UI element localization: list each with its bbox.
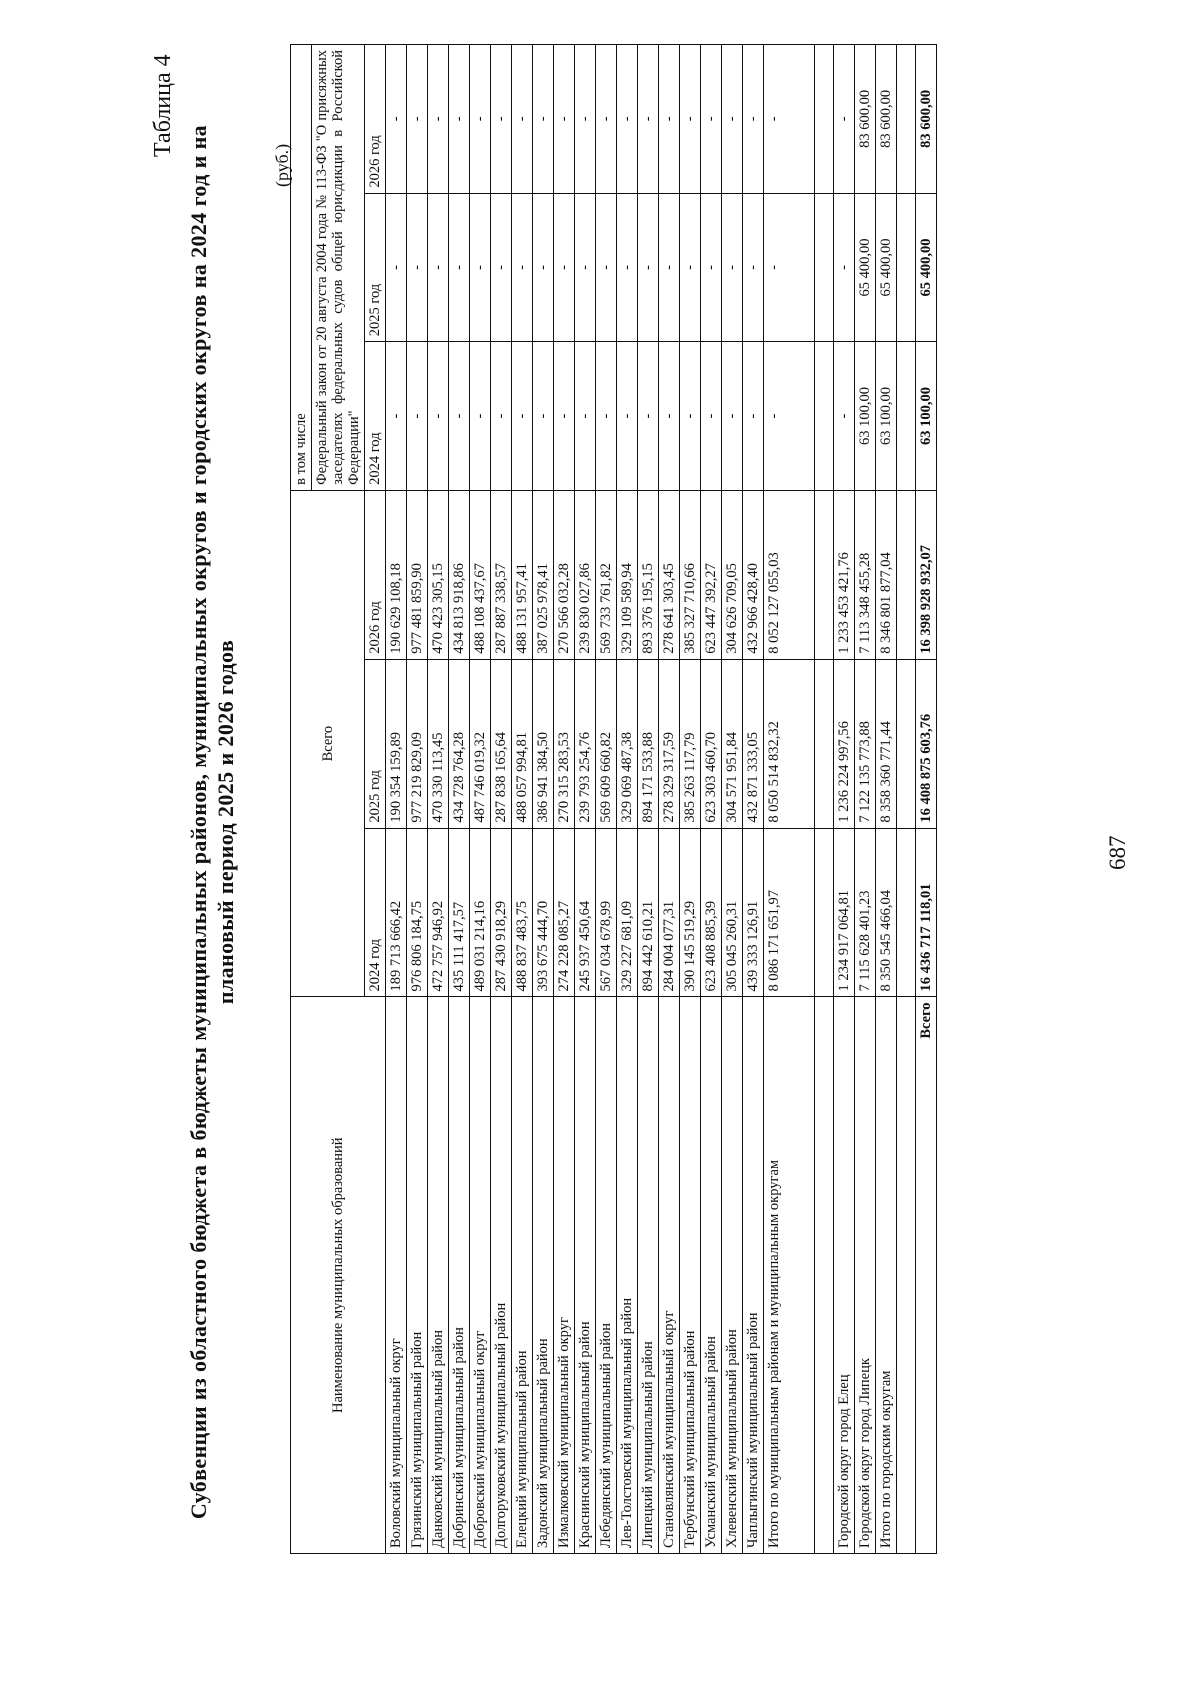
value-cell-t24: 287 430 918,29 [491, 828, 512, 997]
grand-total-row [916, 45, 937, 1554]
value-cell-t26: 239 830 027,86 [575, 490, 596, 659]
value-cell-s24: 63 100,00 [855, 342, 876, 491]
value-cell-t25: 470 330 113,45 [428, 659, 449, 828]
empty-cell [897, 342, 916, 491]
value-cell-t25: 487 746 019,32 [470, 659, 491, 828]
value-cell-s24: - [491, 342, 512, 491]
value-cell-s25: - [491, 193, 512, 342]
value-cell-s25: - [554, 193, 575, 342]
row-name-cell: Измалковский муниципальный округ [554, 997, 575, 1554]
value-cell-t26: 8 052 127 055,03 [764, 490, 815, 659]
value-cell-t25: 287 838 165,64 [491, 659, 512, 828]
value-cell-s26: - [764, 45, 815, 194]
header-including: в том числе [291, 45, 312, 491]
value-cell-s26: - [596, 45, 617, 194]
value-cell-t25: 278 329 317,59 [659, 659, 680, 828]
value-cell-t26: 8 346 801 877,04 [876, 490, 897, 659]
table-row [470, 45, 491, 1554]
empty-cell [815, 490, 834, 659]
value-cell-s24: - [834, 342, 855, 491]
value-cell-t26: 329 109 589,94 [617, 490, 638, 659]
row-name-cell: Елецкий муниципальный район [512, 997, 533, 1554]
row-name-cell: Задонский муниципальный район [533, 997, 554, 1554]
empty-cell [897, 997, 916, 1554]
value-cell-t24: 329 227 681,09 [617, 828, 638, 997]
empty-cell [897, 193, 916, 342]
value-cell-s25: - [764, 193, 815, 342]
header-sub-2025: 2025 год [365, 193, 386, 342]
header-total-2026: 2026 год [365, 490, 386, 659]
value-cell-s25: - [596, 193, 617, 342]
value-cell-s24: - [701, 342, 722, 491]
value-cell-s26: - [407, 45, 428, 194]
value-cell-s25: - [680, 193, 701, 342]
value-cell-s24: - [659, 342, 680, 491]
value-cell-s25: - [834, 193, 855, 342]
header-name: Наименование муниципальных образований [291, 997, 386, 1554]
value-cell-s26: - [575, 45, 596, 194]
value-cell-t26: 1 233 453 421,76 [834, 490, 855, 659]
value-cell-t25: 8 358 360 771,44 [876, 659, 897, 828]
row-name-cell: Воловский муниципальный округ [386, 997, 407, 1554]
row-name-cell: Липецкий муниципальный район [638, 997, 659, 1554]
empty-cell [815, 828, 834, 997]
table-row [533, 45, 554, 1554]
row-name-cell: Хлевенский муниципальный район [722, 997, 743, 1554]
row-name-cell: Усманский муниципальный район [701, 997, 722, 1554]
table-row [659, 45, 680, 1554]
value-cell-t25: 8 050 514 832,32 [764, 659, 815, 828]
value-cell-t25: 385 263 117,79 [680, 659, 701, 828]
table-row [512, 45, 533, 1554]
table-row [680, 45, 701, 1554]
value-cell-t24: 16 436 717 118,01 [916, 828, 937, 997]
value-cell-t26: 470 423 305,15 [428, 490, 449, 659]
row-name-cell: Городской округ город Елец [834, 997, 855, 1554]
value-cell-t25: 894 171 533,88 [638, 659, 659, 828]
value-cell-s24: - [533, 342, 554, 491]
value-cell-s24: - [764, 342, 815, 491]
value-cell-t25: 239 793 254,76 [575, 659, 596, 828]
value-cell-t26: 287 887 338,57 [491, 490, 512, 659]
table-row [596, 45, 617, 1554]
value-cell-s26: - [834, 45, 855, 194]
row-name-cell: Становлянский муниципальный округ [659, 997, 680, 1554]
value-cell-t25: 190 354 159,89 [386, 659, 407, 828]
value-cell-t25: 569 609 660,82 [596, 659, 617, 828]
value-cell-t26: 623 447 392,27 [701, 490, 722, 659]
value-cell-t26: 385 327 710,66 [680, 490, 701, 659]
value-cell-s26: - [386, 45, 407, 194]
value-cell-s24: - [722, 342, 743, 491]
value-cell-s25: - [743, 193, 764, 342]
value-cell-t24: 488 837 483,75 [512, 828, 533, 997]
value-cell-t24: 390 145 519,29 [680, 828, 701, 997]
table-row [743, 45, 764, 1554]
value-cell-s24: - [596, 342, 617, 491]
value-cell-s25: - [701, 193, 722, 342]
value-cell-s26: - [617, 45, 638, 194]
value-cell-t25: 7 122 135 773,88 [855, 659, 876, 828]
subtotal-districts-row [764, 45, 815, 1554]
empty-cell [815, 193, 834, 342]
row-name-cell: Всего [916, 997, 937, 1554]
row-name-cell: Итого по муниципальным районам и муниципальным округам [764, 997, 815, 1554]
value-cell-s25: 65 400,00 [876, 193, 897, 342]
table-row [855, 45, 876, 1554]
value-cell-t25: 434 728 764,28 [449, 659, 470, 828]
value-cell-s26: - [638, 45, 659, 194]
value-cell-t24: 245 937 450,64 [575, 828, 596, 997]
value-cell-s25: - [470, 193, 491, 342]
value-cell-s24: 63 100,00 [916, 342, 937, 491]
value-cell-s25: 65 400,00 [916, 193, 937, 342]
value-cell-t25: 1 236 224 997,56 [834, 659, 855, 828]
value-cell-s26: - [428, 45, 449, 194]
header-law: Федеральный закон от 20 августа 2004 года № 113-ФЗ "О присяжных заседателях федеральных судов общей юрисдикции в Российской Федерации" [312, 45, 365, 491]
value-cell-s25: - [638, 193, 659, 342]
table-row [407, 45, 428, 1554]
value-cell-t26: 304 626 709,05 [722, 490, 743, 659]
table-row [491, 45, 512, 1554]
value-cell-s26: - [512, 45, 533, 194]
value-cell-s25: - [722, 193, 743, 342]
value-cell-t26: 488 131 957,41 [512, 490, 533, 659]
row-name-cell: Грязинский муниципальный район [407, 997, 428, 1554]
value-cell-s24: - [428, 342, 449, 491]
value-cell-s25: - [659, 193, 680, 342]
empty-cell [897, 659, 916, 828]
value-cell-s24: - [554, 342, 575, 491]
value-cell-t25: 304 571 951,84 [722, 659, 743, 828]
table-row [386, 45, 407, 1554]
table-row [575, 45, 596, 1554]
value-cell-s26: - [470, 45, 491, 194]
table-label: Таблица 4 [150, 54, 176, 157]
value-cell-s26: - [491, 45, 512, 194]
value-cell-t24: 435 111 417,57 [449, 828, 470, 997]
header-total-2025: 2025 год [365, 659, 386, 828]
value-cell-s24: - [617, 342, 638, 491]
row-name-cell: Данковский муниципальный район [428, 997, 449, 1554]
table-row [638, 45, 659, 1554]
value-cell-t26: 190 629 108,18 [386, 490, 407, 659]
title-line-2: плановый период 2025 и 2026 годов [213, 639, 238, 1005]
value-cell-s24: - [470, 342, 491, 491]
value-cell-s25: - [533, 193, 554, 342]
value-cell-s25: - [386, 193, 407, 342]
value-cell-s26: - [449, 45, 470, 194]
row-name-cell: Добринский муниципальный район [449, 997, 470, 1554]
table-row [428, 45, 449, 1554]
value-cell-s24: - [407, 342, 428, 491]
value-cell-s26: - [680, 45, 701, 194]
value-cell-s24: 63 100,00 [876, 342, 897, 491]
row-name-cell: Краснинский муниципальный район [575, 997, 596, 1554]
page-number: 687 [1105, 835, 1130, 870]
empty-cell [815, 342, 834, 491]
value-cell-s24: - [512, 342, 533, 491]
value-cell-s26: - [659, 45, 680, 194]
header-total: Всего [291, 490, 365, 997]
value-cell-s25: - [407, 193, 428, 342]
value-cell-t26: 893 376 195,15 [638, 490, 659, 659]
value-cell-s26: - [743, 45, 764, 194]
value-cell-t24: 189 713 666,42 [386, 828, 407, 997]
value-cell-s26: - [701, 45, 722, 194]
value-cell-s25: - [575, 193, 596, 342]
value-cell-t24: 1 234 917 064,81 [834, 828, 855, 997]
value-cell-t25: 623 303 460,70 [701, 659, 722, 828]
row-name-cell: Чаплыгинский муниципальный район [743, 997, 764, 1554]
value-cell-t26: 569 733 761,82 [596, 490, 617, 659]
value-cell-t26: 387 025 978,41 [533, 490, 554, 659]
unit-label: (руб.) [272, 143, 292, 187]
row-name-cell: Добровский муниципальный округ [470, 997, 491, 1554]
value-cell-t24: 8 350 545 466,04 [876, 828, 897, 997]
table-row [701, 45, 722, 1554]
subventions-table [290, 44, 937, 1554]
row-name-cell: Лебедянский муниципальный район [596, 997, 617, 1554]
value-cell-s25: 65 400,00 [855, 193, 876, 342]
value-cell-t25: 977 219 829,09 [407, 659, 428, 828]
value-cell-t24: 393 675 444,70 [533, 828, 554, 997]
empty-cell [815, 659, 834, 828]
value-cell-t26: 16 398 928 932,07 [916, 490, 937, 659]
table-row [834, 45, 855, 1554]
row-name-cell: Итого по городским округам [876, 997, 897, 1554]
value-cell-s26: 83 600,00 [876, 45, 897, 194]
value-cell-s24: - [743, 342, 764, 491]
value-cell-t24: 489 031 214,16 [470, 828, 491, 997]
value-cell-t26: 7 113 348 455,28 [855, 490, 876, 659]
row-name-cell: Тербунский муниципальный район [680, 997, 701, 1554]
value-cell-t25: 488 057 994,81 [512, 659, 533, 828]
value-cell-t24: 305 045 260,31 [722, 828, 743, 997]
value-cell-t24: 274 228 085,27 [554, 828, 575, 997]
value-cell-s24: - [386, 342, 407, 491]
value-cell-s25: - [512, 193, 533, 342]
value-cell-t26: 432 966 428,40 [743, 490, 764, 659]
header-total-2024: 2024 год [365, 828, 386, 997]
value-cell-t25: 329 069 487,38 [617, 659, 638, 828]
empty-cell [897, 490, 916, 659]
value-cell-s24: - [680, 342, 701, 491]
table-row [722, 45, 743, 1554]
value-cell-s24: - [638, 342, 659, 491]
value-cell-t26: 270 566 032,28 [554, 490, 575, 659]
spacer-row [815, 45, 834, 1554]
table-row [617, 45, 638, 1554]
value-cell-t24: 567 034 678,99 [596, 828, 617, 997]
value-cell-t25: 16 408 875 603,76 [916, 659, 937, 828]
value-cell-t26: 488 108 437,67 [470, 490, 491, 659]
value-cell-s24: - [449, 342, 470, 491]
row-name-cell: Долгоруковский муниципальный район [491, 997, 512, 1554]
row-name-cell: Городской округ город Липецк [855, 997, 876, 1554]
empty-cell [897, 828, 916, 997]
value-cell-t24: 7 115 628 401,23 [855, 828, 876, 997]
value-cell-s26: 83 600,00 [916, 45, 937, 194]
value-cell-t26: 977 481 859,90 [407, 490, 428, 659]
value-cell-t24: 976 806 184,75 [407, 828, 428, 997]
empty-cell [815, 45, 834, 194]
row-name-cell: Лев-Толстовский муниципальный район [617, 997, 638, 1554]
value-cell-t25: 432 871 333,05 [743, 659, 764, 828]
empty-cell [897, 45, 916, 194]
value-cell-s26: - [554, 45, 575, 194]
header-sub-2026: 2026 год [365, 45, 386, 194]
value-cell-s26: - [722, 45, 743, 194]
value-cell-t25: 270 315 283,53 [554, 659, 575, 828]
title-line-1: Субвенции из областного бюджета в бюджеты муниципальных районов, муниципальных округов и городских округов на 2024 год и на [186, 124, 211, 1520]
value-cell-s26: - [533, 45, 554, 194]
value-cell-t24: 472 757 946,92 [428, 828, 449, 997]
value-cell-s24: - [575, 342, 596, 491]
value-cell-s25: - [428, 193, 449, 342]
value-cell-s25: - [449, 193, 470, 342]
value-cell-t25: 386 941 384,50 [533, 659, 554, 828]
value-cell-t26: 278 641 303,45 [659, 490, 680, 659]
value-cell-t24: 8 086 171 651,97 [764, 828, 815, 997]
table-body [386, 45, 937, 1554]
empty-cell [815, 997, 834, 1554]
value-cell-t24: 894 442 610,21 [638, 828, 659, 997]
value-cell-t24: 284 004 077,31 [659, 828, 680, 997]
document-title [185, 87, 239, 1557]
value-cell-t26: 434 813 918,86 [449, 490, 470, 659]
value-cell-t24: 623 408 885,39 [701, 828, 722, 997]
value-cell-s26: 83 600,00 [855, 45, 876, 194]
spacer-row [897, 45, 916, 1554]
subtotal-cities-row [876, 45, 897, 1554]
table-row [449, 45, 470, 1554]
value-cell-s25: - [617, 193, 638, 342]
value-cell-t24: 439 333 126,91 [743, 828, 764, 997]
header-sub-2024: 2024 год [365, 342, 386, 491]
table-row [554, 45, 575, 1554]
